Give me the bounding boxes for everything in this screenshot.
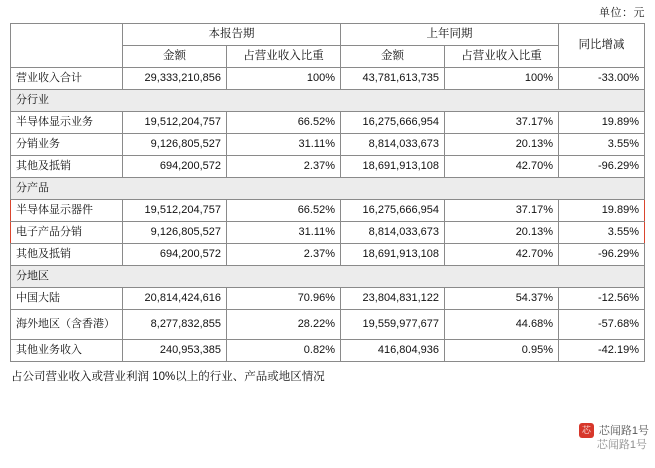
row-prev-amount: 18,691,913,108 [341, 156, 445, 178]
row-label: 半导体显示业务 [11, 112, 123, 134]
row-prev-amount: 43,781,613,735 [341, 68, 445, 90]
header-yoy: 同比增减 [559, 24, 645, 68]
row-prev-amount: 416,804,936 [341, 340, 445, 362]
row-prev-ratio: 100% [445, 68, 559, 90]
header-prev-ratio: 占营业收入比重 [445, 46, 559, 68]
table-row [11, 288, 645, 310]
row-label: 其他及抵销 [11, 156, 123, 178]
row-cur-ratio: 66.52% [227, 112, 341, 134]
row-prev-amount: 18,691,913,108 [341, 244, 445, 266]
row-label: 营业收入合计 [11, 68, 123, 90]
row-label: 分销业务 [11, 134, 123, 156]
row-label: 其他业务收入 [11, 340, 123, 362]
row-prev-ratio: 37.17% [445, 200, 559, 222]
row-prev-ratio: 37.17% [445, 112, 559, 134]
watermark-logo-icon: 芯 [579, 423, 594, 438]
row-yoy: 3.55% [559, 134, 645, 156]
row-prev-ratio: 20.13% [445, 134, 559, 156]
row-cur-ratio: 2.37% [227, 244, 341, 266]
header-cur-ratio: 占营业收入比重 [227, 46, 341, 68]
table-body [11, 68, 645, 362]
row-cur-amount: 9,126,805,527 [123, 222, 227, 244]
row-label: 半导体显示器件 [11, 200, 123, 222]
row-yoy: -12.56% [559, 288, 645, 310]
section-label: 分行业 [11, 90, 645, 112]
row-label: 中国大陆 [11, 288, 123, 310]
row-prev-amount: 8,814,033,673 [341, 134, 445, 156]
row-prev-ratio: 44.68% [445, 310, 559, 340]
row-prev-ratio: 0.95% [445, 340, 559, 362]
table-row [11, 68, 645, 90]
row-cur-ratio: 66.52% [227, 200, 341, 222]
row-yoy: 3.55% [559, 222, 645, 244]
table-row [11, 156, 645, 178]
section-label: 分地区 [11, 266, 645, 288]
row-cur-amount: 9,126,805,527 [123, 134, 227, 156]
row-cur-amount: 8,277,832,855 [123, 310, 227, 340]
row-cur-ratio: 100% [227, 68, 341, 90]
unit-note: 单位：元 [599, 7, 645, 19]
header-last-year: 上年同期 [341, 24, 559, 46]
table-row [11, 134, 645, 156]
row-prev-amount: 8,814,033,673 [341, 222, 445, 244]
footnote-text: 占公司营业收入或营业利润 10%以上的行业、产品或地区情况 [11, 371, 325, 383]
table-row [11, 112, 645, 134]
row-cur-ratio: 31.11% [227, 134, 341, 156]
row-cur-ratio: 28.22% [227, 310, 341, 340]
table-row [11, 244, 645, 266]
row-cur-amount: 19,512,204,757 [123, 112, 227, 134]
row-cur-amount: 29,333,210,856 [123, 68, 227, 90]
table-row [11, 340, 645, 362]
revenue-breakdown-table [10, 23, 645, 362]
row-cur-ratio: 2.37% [227, 156, 341, 178]
table-row [11, 200, 645, 222]
row-cur-amount: 694,200,572 [123, 244, 227, 266]
row-cur-ratio: 31.11% [227, 222, 341, 244]
row-yoy: -96.29% [559, 244, 645, 266]
row-label: 海外地区（含香港） [11, 310, 123, 340]
watermark-handle: 芯闻路1号 [596, 439, 647, 451]
row-yoy: -96.29% [559, 156, 645, 178]
watermark-name: 芯闻路1号 [598, 425, 649, 437]
row-yoy: -57.68% [559, 310, 645, 340]
table-row [11, 310, 645, 340]
row-label: 电子产品分销 [11, 222, 123, 244]
row-prev-amount: 19,559,977,677 [341, 310, 445, 340]
table-row [11, 222, 645, 244]
table-header [11, 24, 645, 68]
row-yoy: -33.00% [559, 68, 645, 90]
row-prev-ratio: 42.70% [445, 244, 559, 266]
header-blank [11, 24, 123, 68]
row-yoy: -42.19% [559, 340, 645, 362]
row-prev-ratio: 54.37% [445, 288, 559, 310]
row-prev-ratio: 42.70% [445, 156, 559, 178]
row-yoy: 19.89% [559, 200, 645, 222]
row-cur-amount: 240,953,385 [123, 340, 227, 362]
row-cur-ratio: 70.96% [227, 288, 341, 310]
row-cur-amount: 20,814,424,616 [123, 288, 227, 310]
table-section-row [11, 90, 645, 112]
table-section-row [11, 178, 645, 200]
row-prev-ratio: 20.13% [445, 222, 559, 244]
header-report-period: 本报告期 [123, 24, 341, 46]
row-yoy: 19.89% [559, 112, 645, 134]
row-label: 其他及抵销 [11, 244, 123, 266]
row-prev-amount: 16,275,666,954 [341, 112, 445, 134]
header-cur-amount: 金额 [123, 46, 227, 68]
table-section-row [11, 266, 645, 288]
row-prev-amount: 16,275,666,954 [341, 200, 445, 222]
header-prev-amount: 金额 [341, 46, 445, 68]
row-prev-amount: 23,804,831,122 [341, 288, 445, 310]
row-cur-ratio: 0.82% [227, 340, 341, 362]
row-cur-amount: 694,200,572 [123, 156, 227, 178]
row-cur-amount: 19,512,204,757 [123, 200, 227, 222]
section-label: 分产品 [11, 178, 645, 200]
